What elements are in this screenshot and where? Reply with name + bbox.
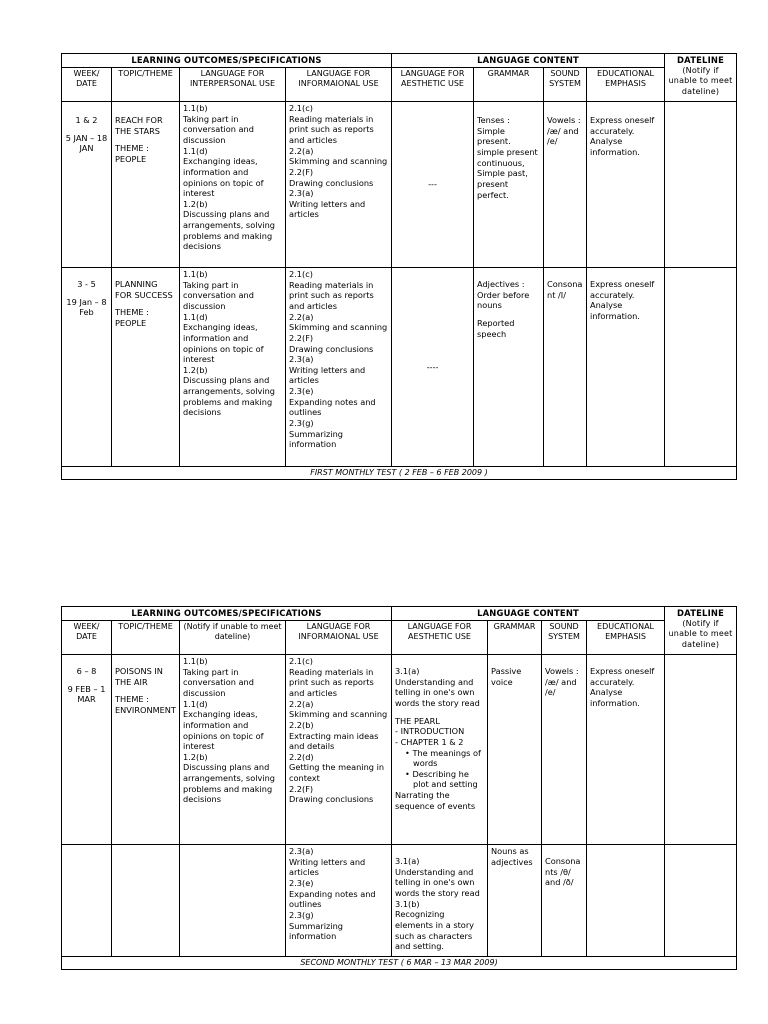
outcome-text: Exchanging ideas, information and opinions on topic of interest	[183, 709, 267, 752]
outcome-code: 2.3(e)	[289, 877, 314, 888]
outcome-text: Taking part in conversation and discussion	[183, 666, 257, 698]
topic-cell	[112, 844, 180, 956]
outcome-code: 2.2(F)	[289, 332, 314, 343]
outcome-text: Extracting main ideas and details	[289, 730, 382, 752]
theme: THEME : PEOPLE	[115, 143, 152, 164]
outcome-text: Summarizing information	[289, 428, 346, 450]
outcome-code: 2.1(c)	[289, 102, 313, 113]
outcome-text: Summarizing information	[289, 920, 346, 942]
informational-cell	[286, 267, 392, 466]
sound-item: Vowels : /æ/ and /e/	[547, 114, 584, 147]
week-date-cell	[62, 844, 112, 956]
week: 3 - 5	[77, 278, 96, 289]
emphasis-item: Analyse information.	[590, 136, 640, 157]
interpersonal-cell	[180, 844, 286, 956]
outcome-code: 2.2(b)	[289, 719, 314, 730]
theme: THEME : PEOPLE	[115, 307, 152, 328]
outcome-code: 2.2(a)	[289, 145, 314, 156]
outcome-code: 1.1(d)	[183, 698, 208, 709]
outcome-code: 1.1(d)	[183, 311, 208, 322]
outcome-text: Drawing conclusions	[289, 794, 374, 805]
outcome-text: Discussing plans and arrangements, solving problems and making decisions	[183, 762, 278, 805]
educational-cell	[587, 267, 665, 466]
grammar-cell	[488, 654, 542, 844]
table-row	[62, 101, 737, 267]
outcome-code: 2.2(a)	[289, 311, 314, 322]
sound-item: Consona nt /I/	[547, 278, 586, 300]
sound-item: Vowels : /æ/ and /e/	[545, 665, 582, 698]
outcome-text: Writing letters and articles	[289, 856, 368, 878]
header-sound-system: SOUND SYSTEM	[542, 620, 587, 654]
outcome-text: Drawing conclusions	[289, 177, 374, 188]
theme: THEME : ENVIRONMENT	[115, 694, 176, 715]
educational-cell	[587, 844, 665, 956]
outcome-text: Narrating the sequence of events	[395, 790, 476, 811]
dateline-cell	[665, 267, 737, 466]
outcome-code: 2.2(F)	[289, 166, 314, 177]
sound-cell	[542, 654, 587, 844]
outcome-code: 2.1(c)	[289, 268, 313, 279]
grammar-item: Adjectives : Order before nouns	[477, 278, 532, 311]
sound-cell	[544, 267, 587, 466]
date-range: 19 Jan – 8 Feb	[66, 296, 110, 318]
informational-cell	[286, 101, 392, 267]
outcome-text: Understanding and telling in one's own words the story read	[395, 866, 480, 898]
outcome-code: 3.1(b)	[395, 898, 420, 909]
dateline-cell	[665, 101, 737, 267]
header-dateline	[665, 54, 737, 102]
outcome-code: 1.2(b)	[183, 751, 208, 762]
outcome-text: Writing letters and articles	[289, 364, 368, 386]
emphasis-item: Express oneself accurately.	[590, 114, 657, 136]
outcome-code: 2.1(c)	[289, 655, 313, 666]
outcome-code: 2.2(a)	[289, 698, 314, 709]
outcome-code: 3.1(a)	[395, 855, 420, 866]
bullet-item: • Describing he plot and setting	[405, 768, 478, 790]
header-topic-theme: TOPIC/THEME	[112, 620, 180, 654]
outcome-text: Reading materials in print such as reports and articles	[289, 666, 377, 698]
schedule-table-2	[61, 606, 737, 970]
aesthetic-cell: ---	[392, 101, 474, 267]
outcome-text: Reading materials in print such as reports and articles	[289, 279, 377, 311]
monthly-test-footer: FIRST MONTHLY TEST ( 2 FEB – 6 FEB 2009 )	[62, 466, 737, 479]
dateline-note: (Notify if unable to meet dateline)	[668, 618, 736, 649]
outcome-code: 3.1(a)	[395, 665, 420, 676]
week-date-cell	[62, 654, 112, 844]
outcome-code: 2.3(e)	[289, 386, 314, 397]
outcome-code: 1.2(b)	[183, 198, 208, 209]
header-week-date: WEEK/ DATE	[62, 620, 112, 654]
week: 1 & 2	[75, 114, 98, 125]
grammar-item: Tenses :	[477, 114, 510, 125]
outcome-text: Drawing conclusions	[289, 343, 374, 354]
outcome-text: Reading materials in print such as reports and articles	[289, 113, 377, 145]
header-aesthetic: LANGUAGE FOR AESTHETIC USE	[392, 67, 474, 101]
sound-item: Consona nts /θ/ and /ð/	[545, 855, 584, 888]
interpersonal-cell	[180, 267, 286, 466]
header-week-date: WEEK/ DATE	[62, 67, 112, 101]
schedule-table-1	[61, 53, 737, 480]
topic-cell	[112, 267, 180, 466]
novel-section: - CHAPTER 1 & 2	[395, 736, 464, 747]
header-topic-theme: TOPIC/THEME	[112, 67, 180, 101]
informational-cell	[286, 654, 392, 844]
outcome-text: Skimming and scanning	[289, 709, 388, 720]
outcome-text: Taking part in conversation and discussion	[183, 279, 257, 311]
grammar-cell	[474, 101, 544, 267]
header-educational: EDUCATIONAL EMPHASIS	[587, 67, 665, 101]
educational-cell	[587, 101, 665, 267]
header-interpersonal: LANGUAGE FOR INTERPERSONAL USE	[180, 67, 286, 101]
outcome-text: Taking part in conversation and discussion	[183, 113, 257, 145]
bullet-text: Describing he plot and setting	[412, 768, 478, 790]
outcome-text: Discussing plans and arrangements, solving problems and making decisions	[183, 375, 278, 418]
table-row	[62, 654, 737, 844]
dateline-cell	[665, 844, 737, 956]
header-learning-outcomes: LEARNING OUTCOMES/SPECIFICATIONS	[62, 54, 392, 68]
bullet-text: The meanings of words	[412, 747, 481, 769]
table-row	[62, 844, 737, 956]
outcome-text: Skimming and scanning	[289, 156, 388, 167]
aesthetic-cell	[392, 654, 488, 844]
header-grammar: GRAMMAR	[474, 67, 544, 101]
outcome-code: 2.3(a)	[289, 845, 314, 856]
sound-cell	[544, 101, 587, 267]
aesthetic-cell	[392, 844, 488, 956]
monthly-test-footer: SECOND MONTHLY TEST ( 6 MAR – 13 MAR 2009)	[62, 956, 737, 969]
header-dateline	[665, 607, 737, 655]
emphasis-item: Express oneself accurately.	[590, 665, 657, 687]
outcome-text: Skimming and scanning	[289, 322, 388, 333]
week-date-cell	[62, 101, 112, 267]
outcome-text: Understanding and telling in one's own words the story read	[395, 676, 480, 708]
week-date-cell	[62, 267, 112, 466]
bullet-item: • The meanings of words	[405, 747, 481, 769]
outcome-code: 2.2(F)	[289, 783, 314, 794]
grammar-item: Reported speech	[477, 317, 517, 339]
emphasis-item: Analyse information.	[590, 687, 640, 708]
outcome-text: Expanding notes and outlines	[289, 396, 379, 418]
outcome-text: Writing letters and articles	[289, 198, 368, 220]
week: 6 – 8	[76, 665, 97, 676]
header-col3-note: (Notify if unable to meet dateline)	[180, 620, 286, 654]
header-aesthetic: LANGUAGE FOR AESTHETIC USE	[392, 620, 488, 654]
dateline-cell	[665, 654, 737, 844]
outcome-code: 1.1(d)	[183, 145, 208, 156]
outcome-code: 2.3(g)	[289, 909, 314, 920]
outcome-text: Discussing plans and arrangements, solving problems and making decisions	[183, 209, 278, 252]
outcome-code: 1.1(b)	[183, 102, 208, 113]
topic: POISONS IN THE AIR	[115, 665, 166, 687]
outcome-code: 2.3(a)	[289, 188, 314, 199]
interpersonal-cell	[180, 654, 286, 844]
outcome-code: 1.1(b)	[183, 268, 208, 279]
outcome-text: Getting the meaning in context	[289, 762, 387, 784]
dateline-title: DATELINE	[677, 55, 725, 65]
header-educational: EDUCATIONAL EMPHASIS	[587, 620, 665, 654]
outcome-text: Expanding notes and outlines	[289, 888, 379, 910]
grammar-cell	[488, 844, 542, 956]
outcome-text: Exchanging ideas, information and opinions on topic of interest	[183, 156, 267, 199]
header-learning-outcomes: LEARNING OUTCOMES/SPECIFICATIONS	[62, 607, 392, 621]
outcome-code: 2.3(g)	[289, 418, 314, 429]
grammar-item: Simple present. simple present continuous, Simple past, present perfect.	[477, 125, 541, 200]
topic-cell	[112, 101, 180, 267]
date-range: 5 JAN – 18 JAN	[65, 132, 110, 154]
novel-section: - INTRODUCTION	[395, 726, 465, 737]
interpersonal-cell	[180, 101, 286, 267]
header-informational: LANGUAGE FOR INFORMAIONAL USE	[286, 620, 392, 654]
dateline-note: (Notify if unable to meet dateline)	[668, 65, 736, 96]
outcome-code: 2.3(a)	[289, 354, 314, 365]
date-range: 9 FEB – 1 MAR	[67, 683, 109, 705]
emphasis-item: Analyse information.	[590, 300, 640, 321]
novel-title: THE PEARL	[395, 715, 440, 726]
outcome-text: Exchanging ideas, information and opinions on topic of interest	[183, 322, 267, 365]
aesthetic-cell: ----	[392, 267, 474, 466]
sound-cell	[542, 844, 587, 956]
table-row	[62, 267, 737, 466]
grammar-cell	[474, 267, 544, 466]
header-informational: LANGUAGE FOR INFORMAIONAL USE	[286, 67, 392, 101]
outcome-code: 1.1(b)	[183, 655, 208, 666]
informational-cell	[286, 844, 392, 956]
outcome-code: 1.2(b)	[183, 364, 208, 375]
header-grammar: GRAMMAR	[488, 620, 542, 654]
grammar-item: Nouns as adjectives	[491, 845, 533, 867]
header-language-content: LANGUAGE CONTENT	[392, 54, 665, 68]
topic: PLANNING FOR SUCCESS	[115, 278, 173, 300]
header-language-content: LANGUAGE CONTENT	[392, 607, 665, 621]
grammar-item: Passive voice	[491, 665, 524, 687]
topic-cell	[112, 654, 180, 844]
outcome-code: 2.2(d)	[289, 751, 314, 762]
topic: REACH FOR THE STARS	[115, 114, 166, 136]
emphasis-item: Express oneself accurately.	[590, 278, 657, 300]
header-sound-system: SOUND SYSTEM	[544, 67, 587, 101]
educational-cell	[587, 654, 665, 844]
dateline-title: DATELINE	[677, 608, 725, 618]
outcome-text: Recognizing elements in a story such as characters and setting.	[395, 909, 477, 952]
